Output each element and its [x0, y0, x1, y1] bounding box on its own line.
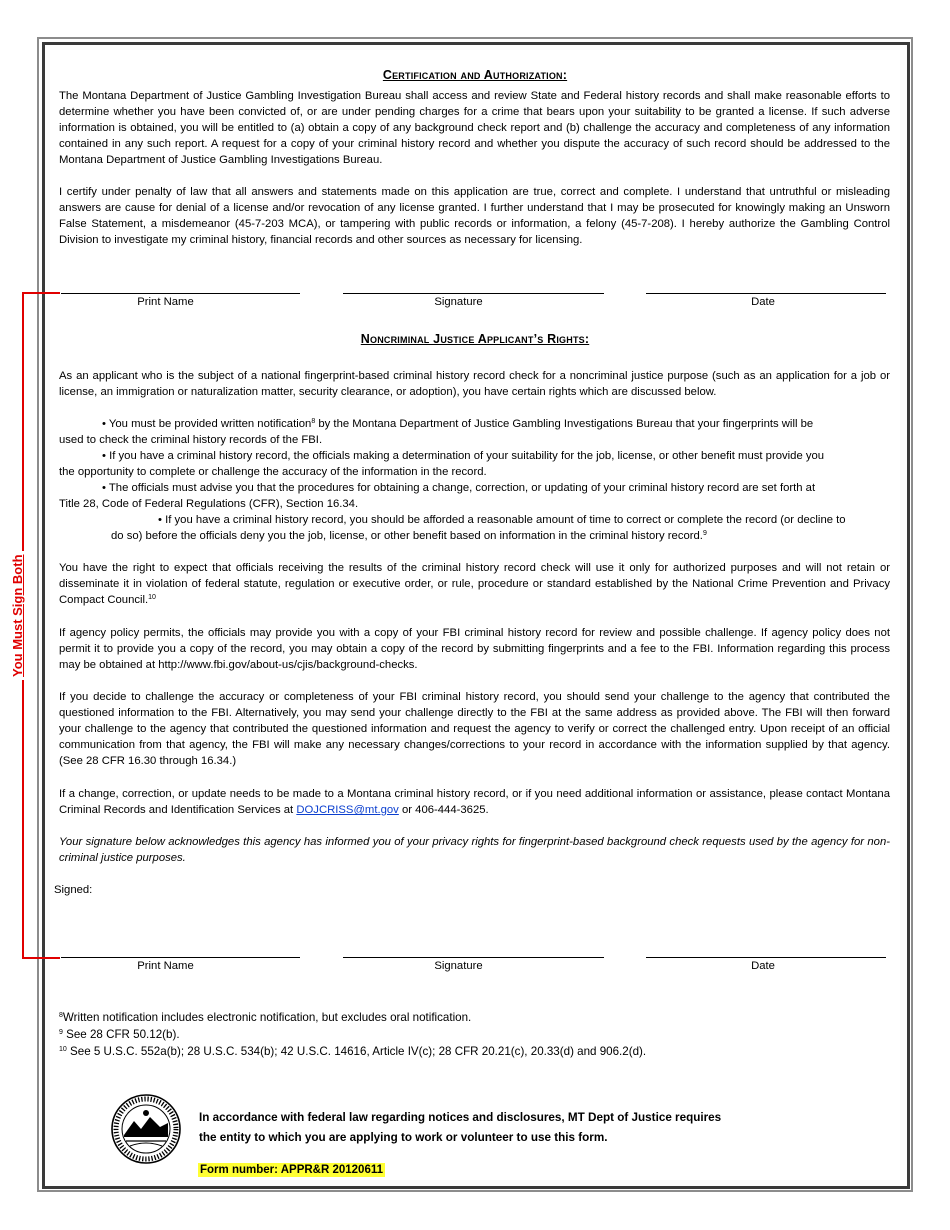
print-name-label-2: Print Name [137, 960, 194, 972]
notice-line-1: In accordance with federal law regarding notices and disclosures, MT Dept of Justice requires [199, 1111, 722, 1124]
sign-both-bracket-top [22, 292, 60, 294]
bullet-notification: • You must be provided written notification$^8$ by the Montana Department of Justice Gambling Investigations Bureau that your fingerprints will be [102, 418, 814, 430]
bullet-opportunity: • If you have a criminal history record, the officials making a determination of your suitability for the job, license, or other benefit must provide you [102, 450, 825, 462]
bullet-procedures: • The officials must advise you that the procedures for obtaining a change, correction, or updating of your criminal history record are set forth at [102, 482, 816, 494]
print-name-line-2[interactable] [61, 957, 300, 958]
certification-paragraph: The Montana Department of Justice Gambling Investigation Bureau shall access and review State and Federal history records and shall make reasonable efforts to determine whether you have been convicted of, or are under pending charges for a crime that bears upon your suitability to be granted a license. If such adverse information is obtained, you will be entitled to (a) obtain a copy of any background check report and (b) challenge the accuracy and completeness of any information contained in any such report. A request for a copy of your criminal history record and whether you dispute the accuracy of such record should be addressed to the Montana Department of Justice Gambling Investigations Bureau. [59, 90, 890, 167]
bullet-time-to-correct-cont: do so) before the officials deny you the job, license, or other benefit based on information in the criminal history record.$^9$ [111, 530, 707, 542]
bullet-time-to-correct: • If you have a criminal history record, you should be afforded a reasonable amount of time to correct or complete the record (or decline to [158, 514, 846, 526]
certification-statement: I certify under penalty of law that all answers and statements made on this application are true, correct and complete. I understand that untruthful or misleading answers are cause for denial of a license and/or revocation of any license granted. I further understand that I may be prosecuted for knowingly making an Unsworn False Statement, a misdemeanor (45-7-203 MCA), or tampering with public records or information, a felony (45-7-208). I hereby authorize the Gambling Control Division to investigate my criminal history, financial records and other sources as necessary for licensing. [59, 186, 890, 247]
rights-intro: As an applicant who is the subject of a national fingerprint-based criminal history record check for a noncriminal justice purpose (such as an application for a job or license, an immigration or naturalization matter, security clearance, or adoption), you have certain rights which are discussed below. [59, 370, 890, 399]
federal-law-notice [199, 1108, 721, 1148]
bullet-opportunity-cont: the opportunity to complete or challenge the accuracy of the information in the record. [59, 466, 487, 478]
rights-agency-policy: If agency policy permits, the officials may provide you with a copy of your FBI criminal history record for review and possible challenge. If agency policy does not permit it to provide you a copy of the record, you may obtain a copy of the record by submitting fingerprints and a fee to the FBI. Information regarding this process may be obtained at http://www.fbi.gov/about-us/cjis/background-checks. [59, 627, 890, 672]
notice-line-2: the entity to which you are applying to work or volunteer to use this form. [199, 1131, 608, 1144]
footnote-9: $^9$ See 28 CFR 50.12(b). [59, 1028, 180, 1041]
bullet-notification-cont: used to check the criminal history records of the FBI. [59, 434, 323, 446]
signature-label-1: Signature [434, 296, 483, 308]
signed-label: Signed: [54, 884, 93, 896]
print-name-label-1: Print Name [137, 296, 194, 308]
signature-line-1[interactable] [343, 293, 604, 294]
rights-heading: Noncriminal Justice Applicant’s Rights: [360, 332, 590, 346]
date-line-1[interactable] [646, 293, 886, 294]
footnote-8: $^8$Written notification includes electronic notification, but excludes oral notification. [59, 1011, 472, 1024]
date-label-2: Date [751, 960, 775, 972]
date-label-1: Date [751, 296, 775, 308]
footnote-10: $^{10}$ See 5 U.S.C. 552a(b); 28 U.S.C. 534(b); 42 U.S.C. 14616, Article IV(c); 28 CFR 20.21(c), 20.33(d) and 906.2(d). [59, 1045, 647, 1058]
montana-state-seal-icon [110, 1093, 182, 1165]
form-number-badge: Form number: APPR&R 20120611 [200, 1164, 384, 1176]
bullet-procedures-cont: Title 28, Code of Federal Regulations (CFR), Section 16.34. [59, 498, 359, 510]
you-must-sign-both-label: You Must Sign Both [10, 551, 25, 680]
date-line-2[interactable] [646, 957, 886, 958]
rights-authorized-use: You have the right to expect that officials receiving the results of the criminal history record check will use it only for authorized purposes and will not retain or disseminate it in violation of federal statute, regulation or executive order, or rule, procedure or standard established by the National Crime Prevention and Privacy Compact Council.$^{10}$ [59, 562, 890, 607]
rights-challenge: If you decide to challenge the accuracy or completeness of your FBI criminal history record, you should send your challenge to the agency that contributed the questioned information to the FBI. Alternatively, you may send your challenge directly to the FBI at the same address as provided above. The FBI will then forward your challenge to the agency that contributed the questioned information and request the agency to verify or correct the challenged entry. Upon receipt of an official communication from that agency, the FBI will make any necessary changes/corrections to your record in accordance with the information supplied by that agency. (See 28 CFR 16.30 through 16.34.) [59, 691, 890, 768]
print-name-line-1[interactable] [61, 293, 300, 294]
certification-heading: Certification and Authorization: [382, 68, 568, 82]
signature-line-2[interactable] [343, 957, 604, 958]
rights-acknowledgement: Your signature below acknowledges this agency has informed you of your privacy rights for fingerprint-based background check requests used by the agency for non-criminal justice purposes. [59, 836, 890, 865]
rights-contact: If a change, correction, or update needs to be made to a Montana criminal history record, or if you need additional information or assistance, please contact Montana Criminal Records and Identification Services at DOJCRISS@mt.gov or 406-444-3625. [59, 788, 890, 817]
sign-both-bracket-bottom [22, 957, 60, 959]
signature-label-2: Signature [434, 960, 483, 972]
contact-email-link[interactable]: DOJCRISS@mt.gov [296, 804, 399, 817]
